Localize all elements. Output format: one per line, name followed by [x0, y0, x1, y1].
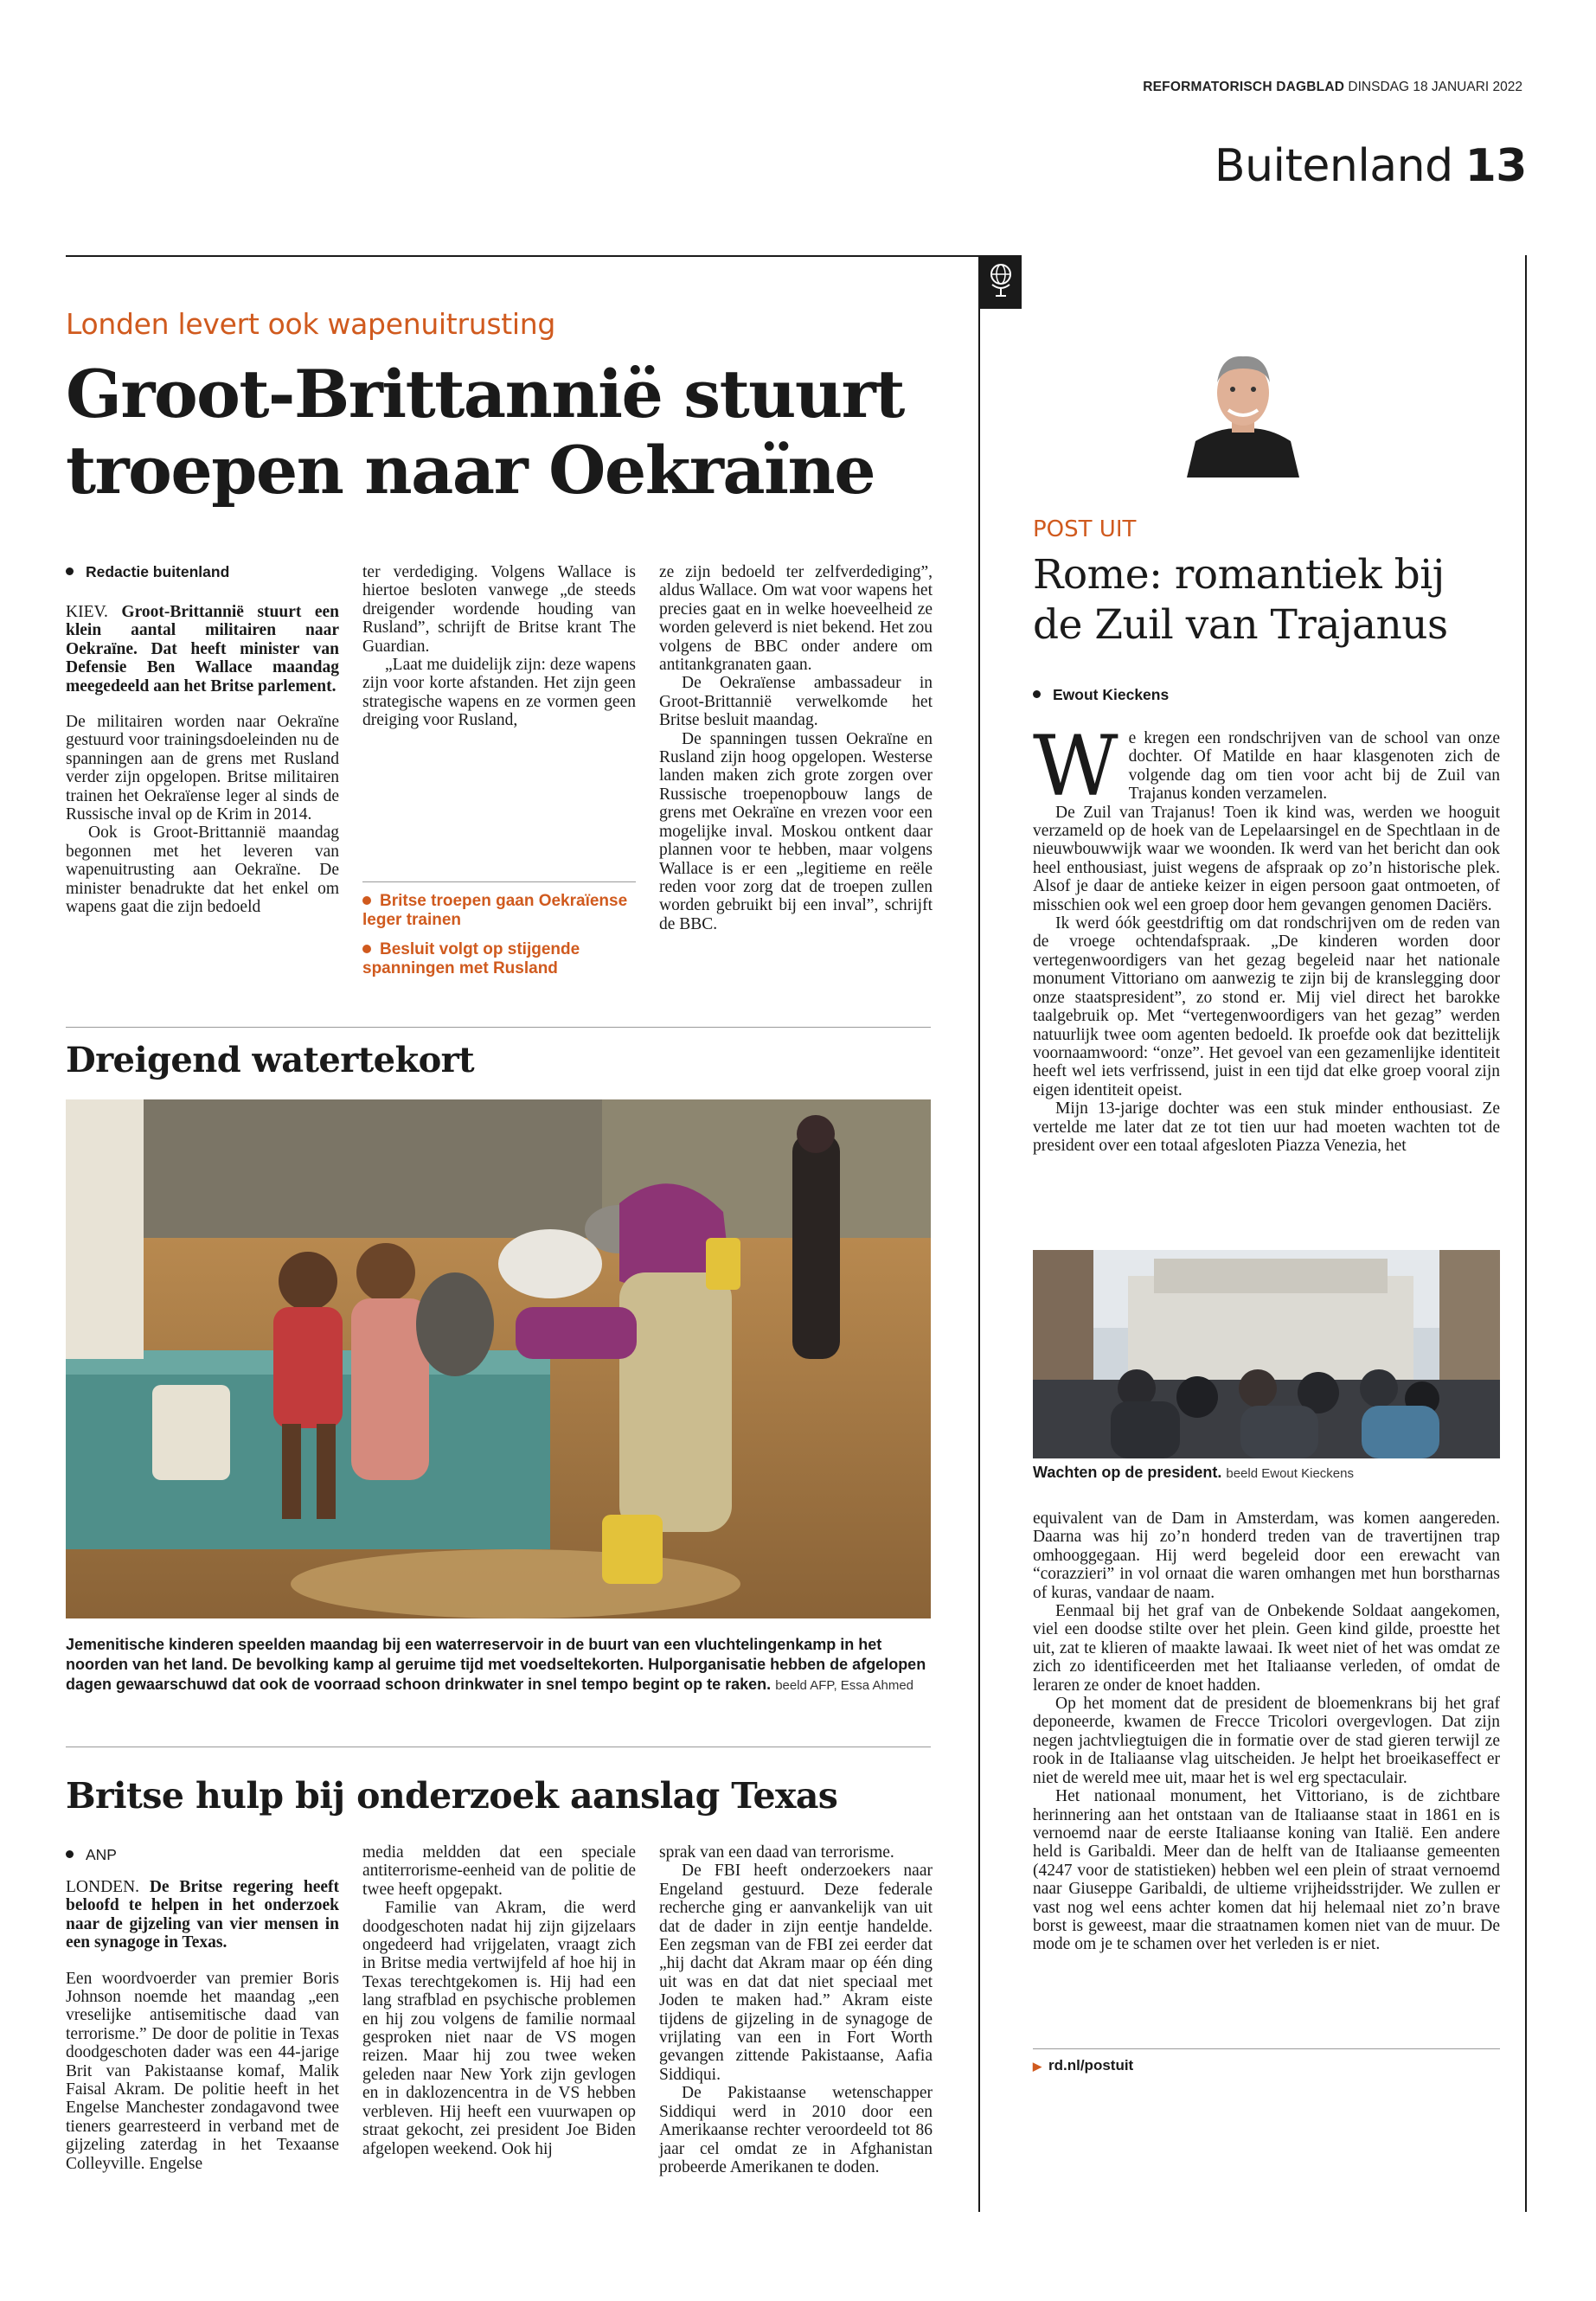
article1-column-1 — [66, 603, 339, 917]
column-dropcap: W — [1033, 718, 1118, 815]
rome-photo — [1033, 1250, 1500, 1458]
column-end-rule — [1033, 2048, 1500, 2049]
column-right-border — [1525, 255, 1527, 2212]
column-p7: Op het moment dat de president de bloemenkrans bij het graf deponeerde, kwamen de Frecce Tricolori overgevlogen. Dat zijn negen jachtvliegtuigen die in formatie over de stad gieren terwijl ze rook in de Italiaanse vlag uitscheiden. Je helpt het broeikaseffect er niet de wereld mee uit, maar het is wel erg spectaculair. — [1033, 1695, 1500, 1787]
column-divider — [978, 255, 980, 2212]
article2-lead: De Britse regering heeft beloofd te helpen in het onderzoek naar de gijzeling van vier mensen in een synagoge in Texas. — [66, 1878, 339, 1952]
top-rule — [66, 255, 991, 257]
article2-col3-p3: De Pakistaanse wetenschapper Siddiqui werd in 2010 door een Amerikaanse rechter veroordeeld tot 86 jaar cel omdat ze in Afghanistan probeerde Amerikanen te doden. — [659, 2084, 933, 2176]
page-number: 13 — [1465, 140, 1527, 192]
photo-credit: beeld AFP, Essa Ahmed — [775, 1678, 914, 1693]
pullquote-rule — [362, 881, 636, 882]
column-p3: Ik werd óók geestdriftig om dat rondschrijven om de reden van de vroege ochtendafspraak. „De kinderen worden door vertegenwoordigers van het gezag begeleid naar het nationale monument Vittoriano om aanwezig te zijn bij de kranslegging door onze staatspresident”, zo stond er. Mij viel direct het barokke taalgebruik op. Met “vertegenwoordigers van het gezag” werden natuurlijk twee oom agenten bedoeld. Ik proefde ook dat bezittelijk voornaamwoord: “onze”. Het gevoel van een gezamenlijke identiteit heeft wel iets verfrissend, juist in een tijd dat elke groep vooral zijn eigen identiteit opeist. — [1033, 914, 1500, 1099]
photo-feature-headline: Dreigend watertekort — [66, 1040, 475, 1080]
column-p2: De Zuil van Trajanus! Toen ik kind was, werden we hooguit verzameld op de hoek van de Lepelaarsingel en de Spechtlaan in de nieuwbouwwijk waar we woonden. Ik werd van het bericht dan ook heel enthousiast, juist wegens de afspraak op zo’n historische plek. Alsof je daar de antieke keizer in eigen persoon gaat ontmoeten, of misschien ook wel een groep door hem gevangen genomen Daciërs. — [1033, 803, 1500, 914]
column-link-text[interactable]: rd.nl/postuit — [1048, 2057, 1134, 2073]
article1-byline — [66, 563, 229, 581]
column-p5: equivalent van de Dam in Amsterdam, was komen aangereden. Daarna was hij zo’n honderd treden van de travertijnen trap omhooggegaan. Hij werd begeleid door een erewacht van “corazzieri” in vol ornaat die waren omhangen met hun borstharnas of kuras, vandaar de naam. — [1033, 1509, 1500, 1602]
article1-column-3 — [659, 563, 933, 933]
article1-col3-p1: ze zijn bedoeld ter zelfverdediging”, aldus Wallace. Om wat voor wapens het precies gaat en in welke hoeveelheid ze worden geleverd is niet bekend. Het zou volgens de BBC onder andere om antitankgranaten gaan. — [659, 563, 933, 675]
globe-icon — [980, 255, 1022, 309]
article1-col1-p2: Ook is Groot-Brittannië maandag begonnen met het leveren van wapenuitrusting aan Oekraïne. De minister benadrukte dat het enkel om wapens gaat die zijn bedoeld — [66, 824, 339, 917]
article1-pullquotes — [362, 892, 636, 989]
article1-lead: Groot-Brittannië stuurt een klein aantal militairen naar Oekraïne. Dat heeft minister van Defensie Ben Wallace maandag meegedeeld aan het Britse parlement. — [66, 603, 339, 695]
photo-caption-text: Jemenitische kinderen speelden maandag bij een waterreservoir in de buurt van een vluchtelingenkamp in het noorden van het land. De bevolking kamp al geruime tijd met voedseltekorten. Hulporganisatie hebben de afgelopen dagen gewaarschuwd dat ook de voorraad schoon drinkwater in snel tempo begint op te raken. — [66, 1636, 926, 1693]
column-headline-line1: Rome: romantiek bij — [1033, 551, 1445, 599]
column-p4: Mijn 13-jarige dochter was een stuk minder enthousiast. Ze vertelde me later dat ze tot tien uur had moeten wachten tot de president over een totaal afgesloten Piazza Venezia, het — [1033, 1099, 1500, 1155]
photo-feature-caption — [66, 1635, 931, 1695]
section-header — [1038, 140, 1527, 192]
masthead — [952, 80, 1522, 95]
article2-dateline: LONDEN. — [66, 1878, 140, 1896]
column-p6: Eenmaal bij het graf van de Onbekende Soldaat aangekomen, viel een doodse stilte over het plein. Geen kind gilde, proestte het uit, zat te klieren of maakte lawaai. Ik weet niet of het was omdat ze zich zo identificeerden met het Italiaanse verleden, of omdat de leraren ze onder de knoet hadden. — [1033, 1602, 1500, 1695]
article2-col2-p1: media meldden dat een speciale antiterrorisme-eenheid van de politie de twee heeft opgepakt. — [362, 1843, 636, 1899]
article2-headline: Britse hulp bij onderzoek aanslag Texas — [66, 1775, 838, 1817]
pullquote-2: Besluit volgt op stijgende spanningen met Rusland — [362, 940, 580, 977]
article2-column-1 — [66, 1878, 339, 2173]
byline-dot-icon — [66, 1850, 74, 1858]
article1-headline-line2: troepen naar Oekraïne — [66, 432, 875, 509]
byline-dot-icon — [1033, 690, 1041, 698]
pullquote-1: Britse troepen gaan Oekraïense leger trainen — [362, 892, 628, 929]
masthead-date: DINSDAG 18 JANUARI 2022 — [1348, 80, 1522, 94]
article2-byline — [66, 1846, 117, 1864]
column-p8: Het nationaal monument, het Vittoriano, is de zichtbare herinnering aan het ontstaan van de Italiaanse staat in 1861 en is vernoemd naar de eerste Italiaanse koning van Italië. Een andere held is Garibaldi. Meer dan de helft van de Italiaanse gemeenten (4247 voor de statistieken) hebben wel een plein of straat vernoemd naar Giuseppe Garibaldi, de ultieme vrijheidsstrijder. We zullen er vast nog wel eens achter komen dat hij helemaal niet zo’n brave borst is geweest, maar die straatnamen komen niet van de muur. De mode om je te schamen over het verleden is er niet. — [1033, 1787, 1500, 1954]
article2-col3-p2: De FBI heeft onderzoekers naar Engeland gestuurd. Deze federale recherche ging er aanvankelijk van uit dat de dader in zijn eentje handelde. Een zegsman van de FBI zei eerder dat „hij dacht dat Akram maar op één ding uit was en dat dat niet speciaal met Joden te maken had.” Akram eiste tijdens de gijzeling in de synagoge de vrijlating van een in Fort Worth gevangen zittende Pakistaanse, Aafia Siddiqui. — [659, 1862, 933, 2084]
column-byline — [1033, 686, 1169, 704]
article2-byline-text: ANP — [86, 1846, 117, 1863]
section-name: Buitenland — [1214, 140, 1453, 192]
article1-headline-line1: Groot-Brittannië stuurt — [66, 356, 904, 433]
article1-dateline: KIEV. — [66, 603, 108, 621]
article1-col3-p2: De Oekraïense ambassadeur in Groot-Brittannië verwelkomde het Britse besluit maandag. — [659, 674, 933, 730]
water-photo — [66, 1099, 931, 1618]
arrow-right-icon: ▶ — [1033, 2060, 1042, 2073]
article2-col3-p1: sprak van een daad van terrorisme. — [659, 1843, 894, 1862]
columnist-portrait — [1187, 339, 1299, 478]
article2-column-2 — [362, 1843, 636, 2158]
column-byline-text: Ewout Kieckens — [1053, 686, 1170, 703]
article1-col2-p2: „Laat me duidelijk zijn: deze wapens zijn voor korte afstanden. Het zijn geen strategische wapens en ze vormen geen dreiging voor Rusland, — [362, 656, 636, 730]
column-p1: e kregen een rondschrijven van de school van onze dochter. Of Matilde en haar klasgenoten zich de volgende dag om tien voor acht bij de Zuil van Trajanus konden verzamelen. — [1128, 729, 1500, 804]
column-body-bottom — [1033, 1509, 1500, 1954]
rome-photo-caption — [1033, 1464, 1354, 1482]
article2-col1-p1: Een woordvoerder van premier Boris Johnson noemde het maandag „een vreselijke antisemitische daad van terrorisme.” De door de politie in Texas doodgeschoten dader was een 44-jarige Brit van Pakistaanse komaf, Malik Faisal Akram. De politie heeft in het Engelse Manchester zondagavond twee tieners gearresteerd in verband met de gijzeling zaterdag in het Texaanse Colleyville. Engelse — [66, 1969, 339, 2173]
masthead-paper: REFORMATORISCH DAGBLAD — [1143, 80, 1345, 94]
column-link[interactable] — [1033, 2057, 1133, 2074]
pullquote-bullet-icon — [362, 896, 371, 905]
column-headline-line2: de Zuil van Trajanus — [1033, 601, 1448, 649]
section-rule — [66, 1027, 931, 1028]
article1-col1-p1: De militairen worden naar Oekraïne gestuurd voor trainingsdoeleinden nu de spanningen aan de grens met Rusland verder zijn opgelopen. Britse militairen trainen het Oekraïense leger al sinds de Russische inval op de Krim in 2014. — [66, 713, 339, 824]
pullquote-bullet-icon — [362, 945, 371, 953]
article2-col2-p2: Familie van Akram, die werd doodgeschoten nadat hij zijn gijzelaars ongedeerd had vrijgelaten, vraagt zich in Britse media vertwijfeld af hoe hij in Texas terechtgekomen is. Hij had een lang strafblad en psychische problemen en hij zou volgens de familie normaal gesproken niet naar de VS mogen reizen. Maar hij zou twee weken geleden naar New York zijn gevlogen en in daklozencentra in de VS hebben verbleven. Hij heeft een vuurwapen op straat gekocht, zei president Joe Biden afgelopen weekend. Ook hij — [362, 1899, 636, 2158]
article1-byline-text: Redactie buitenland — [86, 563, 230, 580]
column-kicker: POST UIT — [1033, 516, 1137, 542]
article2-column-3 — [659, 1843, 933, 2176]
rome-photo-credit: beeld Ewout Kieckens — [1226, 1466, 1354, 1481]
article1-kicker: Londen levert ook wapenuitrusting — [66, 307, 555, 341]
article1-col3-p3: De spanningen tussen Oekraïne en Rusland zijn hoog opgelopen. Westerse landen maken zich grote zorgen over Russische troepenopbouw langs de grens met Oekraïne en vrezen voor een mogelijke inval. Moskou ontkent daar plannen voor te hebben, maar volgens Wallace is er een „legitieme en reële reden voor zorg dat de troepen zullen worden gebruikt bij een inval”, schrijft de BBC. — [659, 729, 933, 933]
byline-dot-icon — [66, 567, 74, 575]
column-body-top — [1033, 718, 1500, 1155]
article1-column-2 — [362, 563, 636, 730]
rome-photo-caption-text: Wachten op de president. — [1033, 1464, 1222, 1481]
article1-col2-p1: ter verdediging. Volgens Wallace is hiertoe besloten vanwege „de steeds dreigender wordende houding van Rusland”, schrijft de Britse krant The Guardian. — [362, 563, 636, 656]
